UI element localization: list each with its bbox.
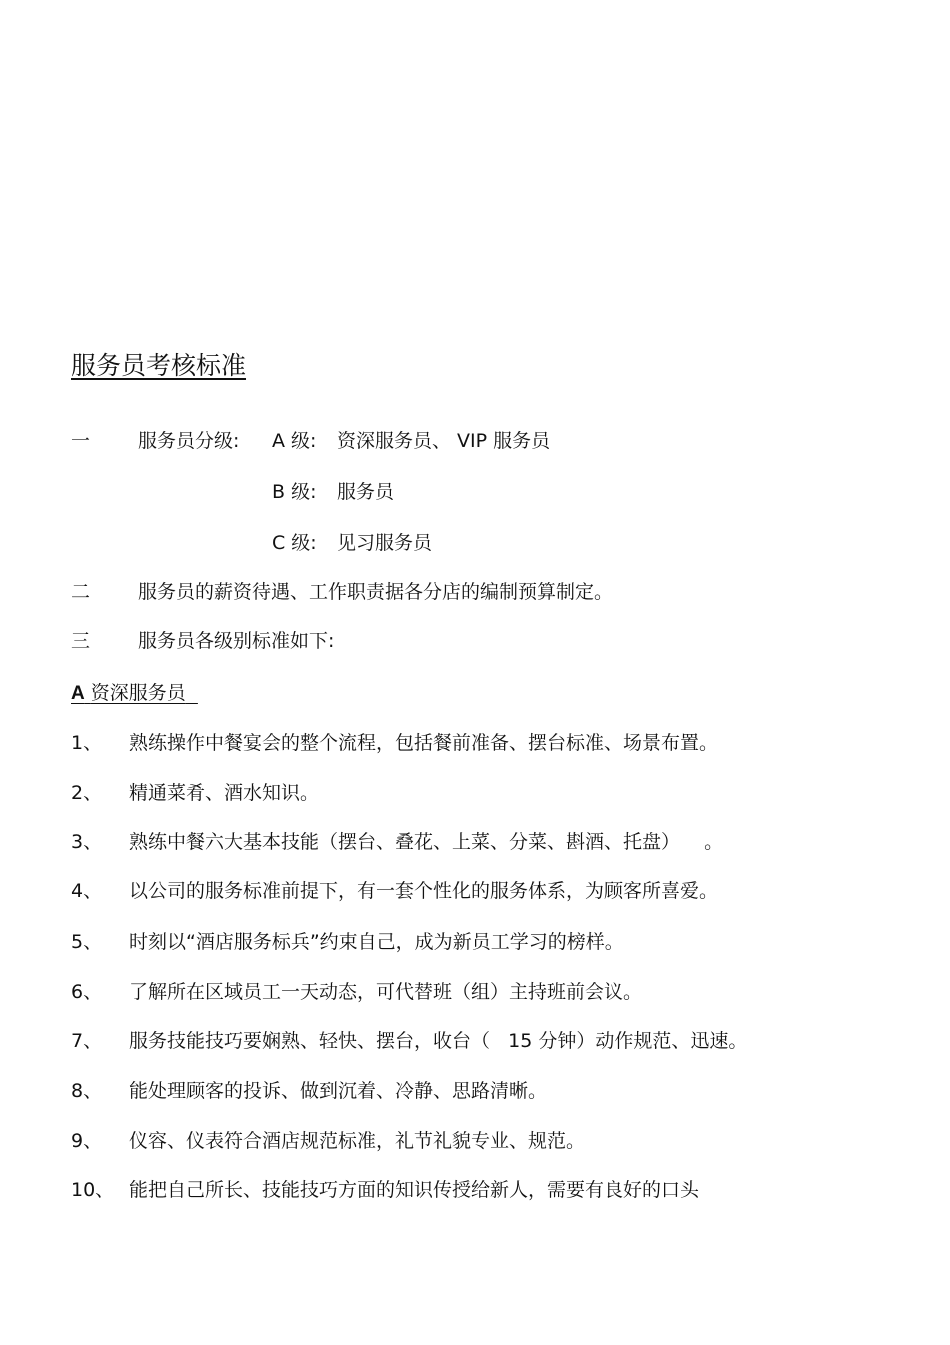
grade-a-label: A 级:	[272, 430, 317, 452]
list-item-text: 以公司的服务标准前提下，有一套个性化的服务体系，为顾客所喜爱。	[129, 880, 719, 902]
list-item-text: 熟练操作中餐宴会的整个流程，包括餐前准备、摆台标准、场景布置。	[129, 732, 719, 754]
list-item-number: 7、	[71, 1030, 103, 1052]
list-item-text: 仪容、仪表符合酒店规范标准，礼节礼貌专业、规范。	[129, 1130, 586, 1152]
grade-b-desc: 服务员	[337, 481, 395, 503]
section-three-marker: 三	[71, 630, 91, 652]
list-item-number: 9、	[71, 1130, 103, 1152]
section-one-marker: 一	[71, 430, 91, 452]
list-item-number: 6、	[71, 981, 103, 1003]
grade-a-heading-letter: A	[71, 683, 85, 704]
list-item-text: 精通菜肴、酒水知识。	[129, 782, 320, 804]
section-three-text: 服务员各级别标准如下:	[138, 630, 335, 652]
list-item-text: 能处理顾客的投诉、做到沉着、冷静、思路清晰。	[129, 1080, 548, 1102]
section-two-text: 服务员的薪资待遇、工作职责据各分店的编制预算制定。	[138, 581, 614, 603]
list-item-text: 时刻以“酒店服务标兵”约束自己，成为新员工学习的榜样。	[129, 931, 624, 953]
section-two-marker: 二	[71, 581, 91, 603]
list-item-number: 2、	[71, 782, 103, 804]
list-item-number: 1、	[71, 732, 103, 754]
list-item-number: 8、	[71, 1080, 103, 1102]
grade-c-label: C 级:	[272, 532, 317, 554]
list-item-text: 了解所在区域员工一天动态，可代替班（组）主持班前会议。	[129, 981, 643, 1003]
list-item-number: 4、	[71, 880, 103, 902]
list-item-number: 5、	[71, 931, 103, 953]
grade-a-desc: 资深服务员、 VIP 服务员	[337, 430, 551, 452]
list-item-text: 服务技能技巧要娴熟、轻快、摆台，收台（ 15 分钟）动作规范、迅速。	[129, 1030, 748, 1052]
list-item-number: 10、	[71, 1179, 115, 1201]
list-item-text: 熟练中餐六大基本技能（摆台、叠花、上菜、分菜、斟酒、托盘） 。	[129, 831, 724, 853]
document-title: 服务员考核标准	[71, 351, 247, 380]
list-item-number: 3、	[71, 831, 103, 853]
grade-c-desc: 见习服务员	[337, 532, 433, 554]
section-one-label: 服务员分级:	[138, 430, 240, 452]
grade-b-label: B 级:	[272, 481, 317, 503]
list-item-text: 能把自己所长、技能技巧方面的知识传授给新人，需要有良好的口头	[129, 1179, 700, 1201]
grade-a-heading	[71, 680, 198, 707]
grade-a-heading-name: 资深服务员	[90, 682, 186, 704]
